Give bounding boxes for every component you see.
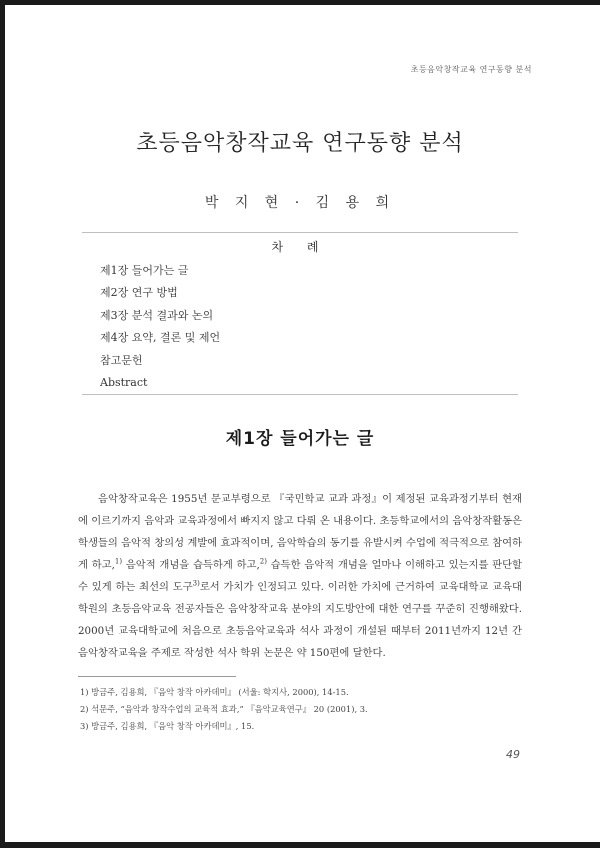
footnote-2: 2) 석문주, “음악과 창작수업의 교육적 효과,” 『음악교육연구』 20 (2001), 3. [80, 704, 368, 714]
footnote-1: 1) 방금주, 김용희, 『음악 창작 아카데미』 (서울: 학지사, 2000), 14-15. [80, 687, 349, 697]
toc-item-references: 참고문헌 [100, 353, 143, 367]
toc-item-chapter-3: 제3장 분석 결과와 논의 [100, 308, 214, 322]
paragraph-text-4: 로서 가치가 인정되고 있다. 이러한 가치에 근거하여 교육대학교 교육대학원의 초등음악교육 전공자들은 음악창작교육 분야의 지도방안에 대한 연구를 꾸준히 진행해왔다. 2000년 교육대학교에 처음으로 초등음악교육과 석사 과정이 개설된 때부터 2011년까지 12년 간 음악창작교육을 주제로 작성한 석사 학위 논문은 약 150편에 달한다. [78, 581, 522, 659]
toc-item-chapter-4: 제4장 요약, 결론 및 제언 [100, 331, 221, 345]
footnote-ref-1: 1) [114, 557, 123, 566]
author-names: 박 지 현 · 김 용 희 [204, 195, 396, 211]
running-head: 초등음악창작교육 연구동향 분석 [410, 65, 532, 74]
paragraph-text-3: 습득한 음악적 개념을 얼마나 이해하고 있는지를 판단할 수 있게 하는 최선의 도구 [78, 559, 522, 593]
toc-item-chapter-1: 제1장 들어가는 글 [100, 264, 189, 277]
toc-item-chapter-2: 제2장 연구 방법 [100, 286, 178, 300]
toc-heading: 차 례 [271, 240, 329, 254]
chapter-heading: 제1장 들어가는 글 [225, 429, 375, 449]
footnote-ref-2: 2) [259, 557, 267, 566]
page-number: 49 [506, 748, 520, 761]
paper-title: 초등음악창작교육 연구동향 분석 [136, 131, 464, 156]
page-border-bottom [0, 842, 600, 848]
footnotes [80, 684, 520, 735]
toc-item-abstract: Abstract [100, 375, 148, 389]
toc-bottom-rule [82, 394, 518, 395]
table-of-contents [82, 232, 518, 395]
footnote-3: 3) 방금주, 김용희, 『음악 창작 아카데미』, 15. [80, 721, 255, 731]
paragraph-text-2: 음악적 개념을 습득하게 하고, [122, 559, 260, 571]
body-paragraph [78, 488, 522, 664]
toc-list [82, 260, 518, 394]
paragraph-text-1: 음악창작교육은 1955년 문교부령으로 『국민학교 교과 과정』이 제정된 교육과정기부터 현재에 이르기까지 음악과 교육과정에서 빠지지 않고 다뤄 온 내용이다. 초등학교에서의 음악창작활동은 학생들의 음악적 창의성 계발에 효과적이며, 음악학습의 동기를 유발시켜 수업에 적극적으로 참여하게 하고, [78, 493, 522, 571]
footnote-separator [78, 676, 236, 677]
page-border-top [0, 0, 600, 5]
toc-top-rule [82, 232, 518, 233]
footnote-ref-3: 3) [192, 579, 200, 588]
